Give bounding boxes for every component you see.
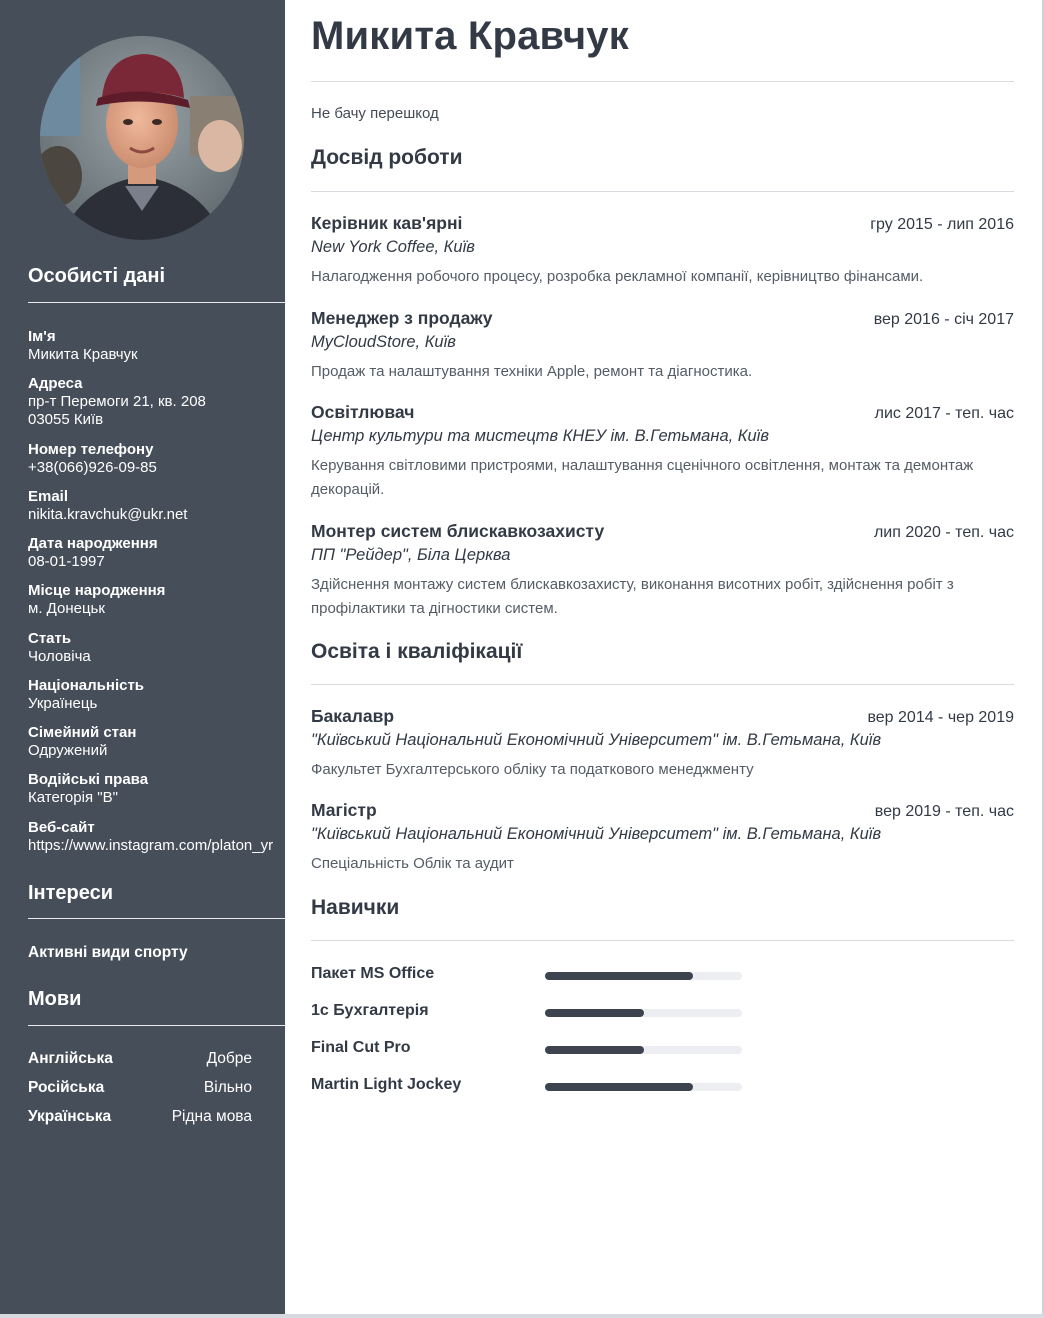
personal-item-label: Дата народження bbox=[28, 535, 158, 552]
degree-desc: Факультет Бухгалтерського обліку та податкового менеджменту bbox=[311, 761, 754, 778]
language-name: Російська bbox=[28, 1079, 105, 1096]
personal-item-label: Місце народження bbox=[28, 582, 166, 599]
sidebar bbox=[0, 0, 285, 1318]
skill-bar-fill bbox=[545, 972, 693, 980]
personal-item bbox=[28, 724, 136, 760]
personal-item bbox=[28, 771, 148, 807]
personal-item bbox=[28, 535, 158, 571]
language-level: Добре bbox=[206, 1050, 252, 1067]
skill-bar bbox=[545, 1083, 742, 1091]
personal-heading-text: Особисті дані bbox=[28, 265, 166, 287]
skill-bar-fill bbox=[545, 1046, 644, 1054]
divider bbox=[311, 191, 1014, 192]
skill-row bbox=[311, 965, 771, 987]
profile-photo bbox=[40, 36, 244, 240]
personal-item bbox=[28, 328, 138, 364]
skill-name: Final Cut Pro bbox=[311, 1039, 411, 1056]
personal-item-label: Email bbox=[28, 488, 69, 505]
summary-text: Не бачу перешкод bbox=[311, 105, 439, 122]
job-title: Менеджер з продажу bbox=[311, 308, 493, 328]
personal-item bbox=[28, 819, 273, 855]
skill-row bbox=[311, 1002, 771, 1024]
skill-bar-fill bbox=[545, 1083, 693, 1091]
job-desc: Налагодження робочого процесу, розробка рекламної компанії, керівництво фінансами. bbox=[311, 268, 924, 285]
personal-item-value: Микита Кравчук bbox=[28, 346, 138, 363]
page-title: Микита Кравчук bbox=[311, 14, 629, 58]
experience-entry bbox=[311, 308, 1014, 384]
personal-item-label: Номер телефону bbox=[28, 441, 154, 458]
skill-row bbox=[311, 1076, 771, 1098]
divider bbox=[311, 940, 1014, 941]
language-row bbox=[28, 1108, 252, 1126]
job-desc: Здійснення монтажу систем блискавкозахисту, виконання висотних робіт, здійснення робіт з профілактики та дігностики систем. bbox=[311, 576, 954, 617]
interest-item: Активні види спорту bbox=[28, 944, 188, 961]
degree-org: "Київський Національний Економічний Університет" ім. В.Гетьмана, Київ bbox=[311, 731, 882, 749]
job-org: New York Coffee, Київ bbox=[311, 238, 475, 256]
job-dates: вер 2016 - січ 2017 bbox=[873, 311, 1014, 328]
job-org: MyCloudStore, Київ bbox=[311, 333, 456, 351]
degree-org: "Київський Національний Економічний Університет" ім. В.Гетьмана, Київ bbox=[311, 825, 882, 843]
degree-title: Магістр bbox=[311, 800, 377, 820]
job-title: Керівник кав'ярні bbox=[311, 213, 463, 233]
languages-heading bbox=[28, 988, 285, 1011]
personal-item-label: Стать bbox=[28, 630, 72, 647]
personal-item-value: Українець bbox=[28, 695, 98, 712]
personal-item bbox=[28, 375, 206, 429]
skill-bar bbox=[545, 972, 742, 980]
personal-item-label: Адреса bbox=[28, 375, 83, 392]
experience-entry bbox=[311, 402, 1014, 502]
education-entry bbox=[311, 800, 1014, 876]
degree-desc: Спеціальність Облік та аудит bbox=[311, 855, 514, 872]
degree-dates: вер 2014 - чер 2019 bbox=[867, 709, 1014, 726]
personal-item-value: Чоловіча bbox=[28, 648, 91, 665]
personal-item bbox=[28, 630, 91, 666]
job-org: ПП "Рейдер", Біла Церква bbox=[311, 546, 511, 564]
experience-heading: Досвід роботи bbox=[311, 146, 463, 169]
divider bbox=[28, 302, 285, 303]
personal-item bbox=[28, 582, 165, 618]
interests-heading bbox=[28, 882, 285, 905]
personal-item-label: Сімейний стан bbox=[28, 724, 137, 741]
personal-item-value: nikita.kravchuk@ukr.net bbox=[28, 506, 188, 523]
personal-item bbox=[28, 677, 144, 713]
education-heading: Освіта і кваліфікації bbox=[311, 640, 523, 663]
main-content bbox=[285, 0, 1044, 1318]
education-entry bbox=[311, 706, 1014, 782]
personal-item-value: +38(066)926-09-85 bbox=[28, 459, 157, 476]
page-bottom-edge bbox=[0, 1314, 1044, 1318]
skill-name: Пакет MS Office bbox=[311, 965, 435, 982]
personal-item-label: Водійські права bbox=[28, 771, 149, 788]
job-dates: лип 2020 - теп. час bbox=[873, 524, 1014, 541]
job-org: Центр культури та мистецтв КНЕУ ім. В.Гетьмана, Київ bbox=[311, 427, 769, 445]
job-title: Освітлювач bbox=[311, 402, 415, 422]
personal-item-label: Ім'я bbox=[28, 328, 56, 345]
job-dates: лис 2017 - теп. час bbox=[874, 405, 1014, 422]
job-title: Монтер систем блискавкозахисту bbox=[311, 521, 605, 541]
job-dates: гру 2015 - лип 2016 bbox=[870, 216, 1014, 233]
skill-name: Martin Light Jockey bbox=[311, 1076, 462, 1093]
degree-dates: вер 2019 - теп. час bbox=[874, 803, 1014, 820]
skill-bar-fill bbox=[545, 1009, 644, 1017]
skill-row bbox=[311, 1039, 771, 1061]
personal-item-value: Категорія "B" bbox=[28, 789, 118, 806]
personal-item bbox=[28, 441, 157, 477]
personal-item-label: Веб-сайт bbox=[28, 819, 95, 836]
skill-bar bbox=[545, 1046, 742, 1054]
personal-item-label: Національність bbox=[28, 677, 145, 694]
job-desc: Керування світловими пристроями, налаштування сценічного освітлення, монтаж та демонтаж декорацій. bbox=[311, 457, 974, 498]
divider bbox=[311, 81, 1014, 82]
language-row bbox=[28, 1079, 252, 1097]
divider bbox=[28, 1025, 285, 1026]
divider bbox=[28, 918, 285, 919]
personal-item-value: пр-т Перемоги 21, кв. 208 bbox=[28, 393, 206, 410]
skills-heading: Навички bbox=[311, 896, 400, 919]
personal-item-value: 08-01-1997 bbox=[28, 553, 105, 570]
degree-title: Бакалавр bbox=[311, 706, 395, 726]
personal-item-value: м. Донецьк bbox=[28, 600, 105, 617]
personal-item bbox=[28, 488, 187, 524]
skill-bar bbox=[545, 1009, 742, 1017]
language-level: Вільно bbox=[203, 1079, 252, 1096]
skill-name: 1c Бухгалтерія bbox=[311, 1002, 429, 1019]
personal-heading bbox=[28, 265, 285, 288]
personal-item-value: Одружений bbox=[28, 742, 108, 759]
experience-entry bbox=[311, 521, 1014, 621]
job-desc: Продаж та налаштування техніки Apple, ремонт та діагностика. bbox=[311, 363, 753, 380]
interests-heading-text: Інтереси bbox=[28, 882, 114, 904]
personal-item-value: 03055 Київ bbox=[28, 411, 104, 428]
experience-entry bbox=[311, 213, 1014, 289]
language-name: Англійська bbox=[28, 1050, 113, 1067]
language-level: Рідна мова bbox=[171, 1108, 252, 1125]
personal-item-value: https://www.instagram.com/platon_yr bbox=[28, 837, 274, 854]
language-row bbox=[28, 1050, 252, 1068]
languages-heading-text: Мови bbox=[28, 988, 82, 1010]
divider bbox=[311, 684, 1014, 685]
language-name: Українська bbox=[28, 1108, 112, 1125]
